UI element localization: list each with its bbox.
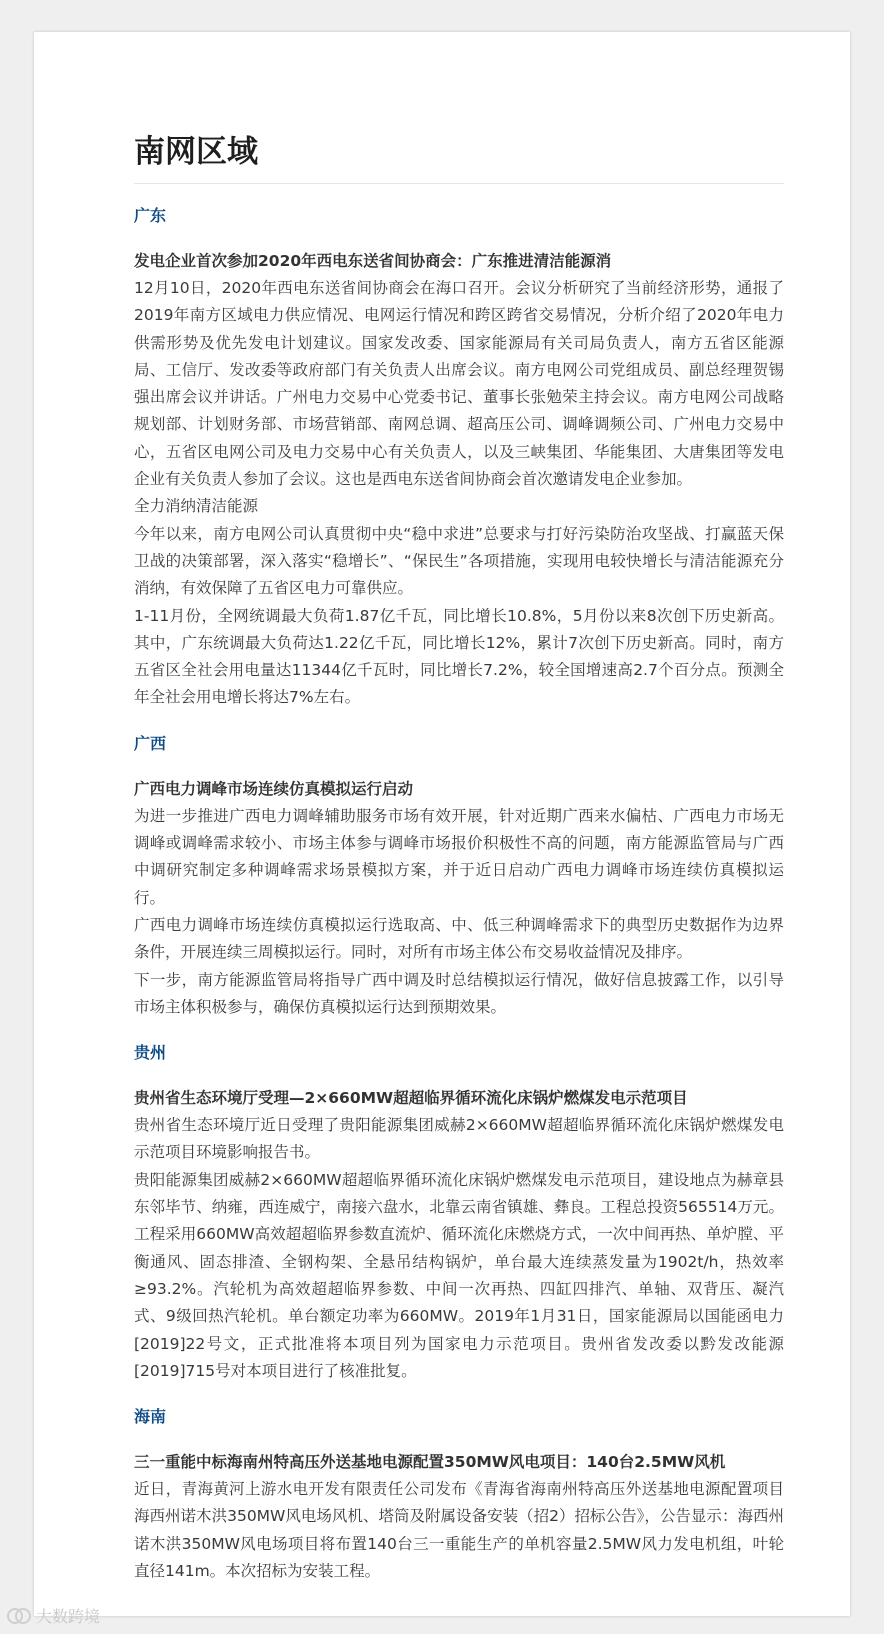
document-content <box>134 126 784 1585</box>
watermark-text: 大数跨境 <box>36 1607 101 1626</box>
paragraph: 1-11月份，全网统调最大负荷1.87亿千瓦，同比增长10.8%，5月份以来8次创下历史新高。其中，广东统调最大负荷达1.22亿千瓦，同比增长12%，累计7次创下历史新高。同时，南方五省区全社会用电量达11344亿千瓦时，同比增长7.2%，较全国增速高2.7个百分点。预测全年全社会用电增长将达7%左右。 <box>134 606 784 707</box>
paragraph: 下一步，南方能源监管局将指导广西中调及时总结模拟运行情况，做好信息披露工作，以引导市场主体积极参与，确保仿真模拟运行达到预期效果。 <box>134 970 784 1016</box>
watermark-logo-icon <box>6 1605 32 1627</box>
paragraph: 为进一步推进广西电力调峰辅助服务市场有效开展，针对近期广西来水偏枯、广西电力市场无调峰或调峰需求较小、市场主体参与调峰市场报价积极性不高的问题，南方能源监管局与广西中调研究制定多种调峰需求场景模拟方案，并于近日启动广西电力调峰市场连续仿真模拟运行。 <box>134 806 784 907</box>
paragraph: 贵阳能源集团威赫2×660MW超超临界循环流化床锅炉燃煤发电示范项目，建设地点为赫章县东邻毕节、纳雍，西连威宁，南接六盘水，北靠云南省镇雄、彝良。工程总投资565514万元。工程采用660MW高效超超临界参数直流炉、循环流化床燃烧方式，一次中间再热、单炉膛、平衡通风、固态排渣、全钢构架、全悬吊结构锅炉，单台最大连续蒸发量为1902t/h，热效率≥93.2%。汽轮机为高效超超临界参数、中间一次再热、四缸四排汽、单轴、双背压、凝汽式、9级回热汽轮机。单台额定功率为660MW。2019年1月31日，国家能源局以国能函电力[2019]22号文，正式批准将本项目列为国家电力示范项目。贵州省发改委以黔发改能源[2019]715号对本项目进行了核准批复。 <box>134 1170 784 1380</box>
section-hainan <box>134 1403 784 1585</box>
section-guangxi <box>134 730 784 1021</box>
section-guangdong <box>134 202 784 712</box>
watermark <box>6 1604 100 1627</box>
region-heading: 海南 <box>134 1407 167 1427</box>
paragraph: 今年以来，南方电网公司认真贯彻中央“稳中求进”总要求与打好污染防治攻坚战、打赢蓝天保卫战的决策部署，深入落实“稳增长”、“保民生”各项措施，实现用电较快增长与清洁能源充分消纳，有效保障了五省区电力可靠供应。 <box>134 524 784 598</box>
article-title: 发电企业首次参加2020年西电东送省间协商会：广东推进清洁能源消 <box>134 252 612 270</box>
region-heading: 贵州 <box>134 1043 167 1063</box>
paragraph: 贵州省生态环境厅近日受理了贵阳能源集团威赫2×660MW超超临界循环流化床锅炉燃煤发电示范项目环境影响报告书。 <box>134 1116 784 1162</box>
article-title: 广西电力调峰市场连续仿真模拟运行启动 <box>134 779 414 798</box>
paragraph: 广西电力调峰市场连续仿真模拟运行选取高、中、低三种调峰需求下的典型历史数据作为边界条件，开展连续三周模拟运行。同时，对所有市场主体公布交易收益情况及排序。 <box>134 915 784 962</box>
article-title: 三一重能中标海南州特高压外送基地电源配置350MW风电项目：140台2.5MW风机 <box>134 1453 726 1472</box>
region-heading: 广西 <box>134 733 167 753</box>
section-guizhou <box>134 1039 784 1385</box>
document-card <box>34 32 850 1616</box>
paragraph: 全力消纳清洁能源 <box>134 497 259 516</box>
page-title: 南网区域 <box>134 126 784 184</box>
paragraph: 近日，青海黄河上游水电开发有限责任公司发布《青海省海南州特高压外送基地电源配置项目海西州诺木洪350MW风电场风机、塔筒及附属设备安装（招2）招标公告》，公告显示：海西州诺木洪350MW风电场项目将布置140台三一重能生产的单机容量2.5MW风力发电机组，叶轮直径141m。本次招标为安装工程。 <box>134 1480 784 1580</box>
article-title: 贵州省生态环境厅受理—2×660MW超超临界循环流化床锅炉燃煤发电示范项目 <box>134 1089 688 1108</box>
region-heading: 广东 <box>134 206 167 225</box>
paragraph: 12月10日，2020年西电东送省间协商会在海口召开。会议分析研究了当前经济形势，通报了2019年南方区域电力供应情况、电网运行情况和跨区跨省交易情况，分析介绍了2020年电力供需形势及优先发电计划建议。国家发改委、国家能源局有关司局负责人，南方五省区能源局、工信厅、发改委等政府部门有关负责人出席会议。南方电网公司党组成员、副总经理贺锡强出席会议并讲话。广州电力交易中心党委书记、董事长张勉荣主持会议。南方电网公司战略规划部、计划财务部、市场营销部、南网总调、超高压公司、调峰调频公司、广州电力交易中心，五省区电网公司及电力交易中心有关负责人，以及三峡集团、华能集团、大唐集团等发电企业有关负责人参加了会议。这也是西电东送省间协商会首次邀请发电企业参加。 <box>134 279 784 489</box>
